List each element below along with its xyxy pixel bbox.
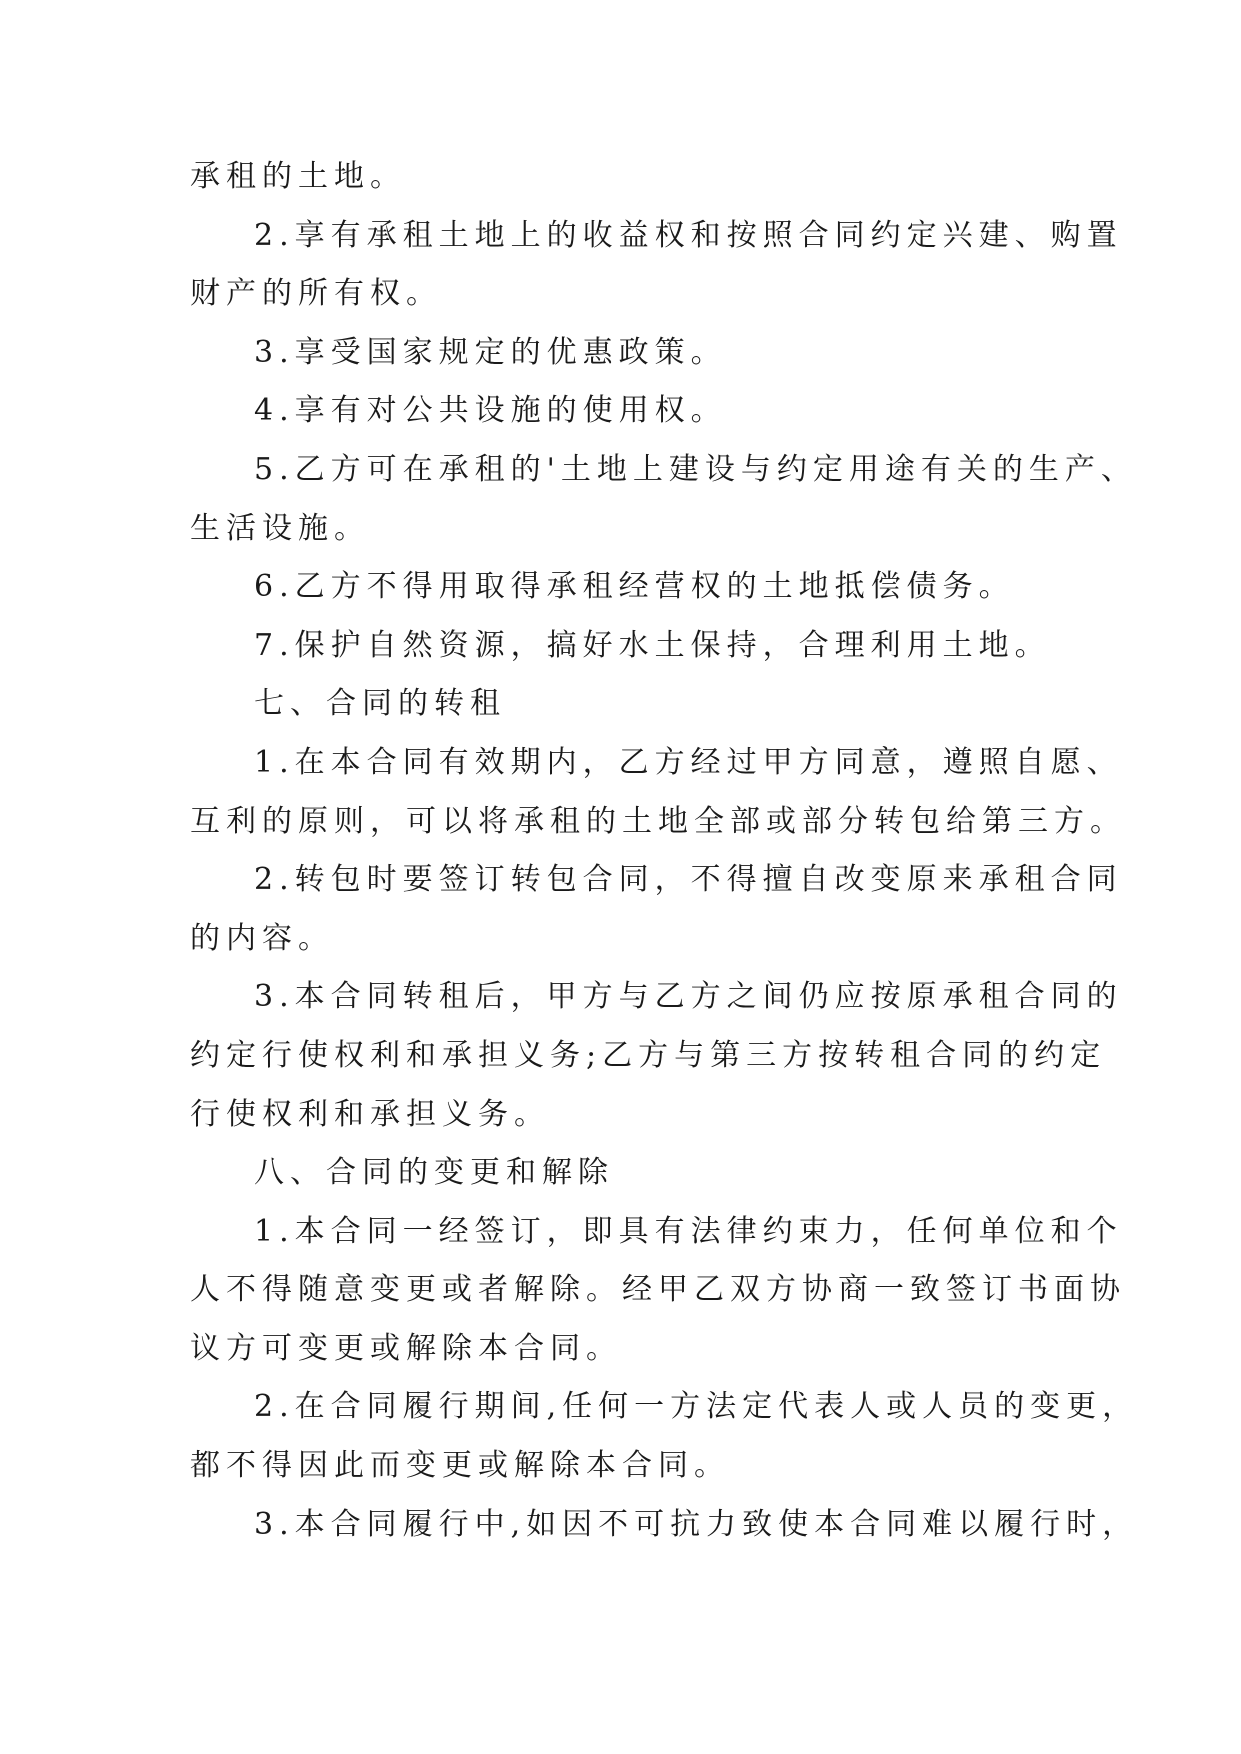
text-line: 2.在合同履行期间,任何一方法定代表人或人员的变更， <box>254 1389 1139 1425</box>
text-line: 的内容。 <box>190 920 334 956</box>
text-line: 2.转包时要签订转包合同，不得擅自改变原来承租合同 <box>254 862 1123 898</box>
text-line: 约定行使权利和承担义务;乙方与第三方按转租合同的约定 <box>190 1037 1107 1073</box>
text-line: 6.乙方不得用取得承租经营权的土地抵偿债务。 <box>254 569 1015 605</box>
text-line: 财产的所有权。 <box>190 276 442 312</box>
text-line: 1.本合同一经签订，即具有法律约束力，任何单位和个 <box>254 1213 1123 1249</box>
text-line: 1.在本合同有效期内，乙方经过甲方同意，遵照自愿、 <box>254 744 1123 780</box>
text-line: 3.本合同转租后，甲方与乙方之间仍应按原承租合同的 <box>254 979 1123 1015</box>
text-line: 2.享有承租土地上的收益权和按照合同约定兴建、购置 <box>254 217 1123 253</box>
text-line: 4.享有对公共设施的使用权。 <box>254 393 727 429</box>
text-line: 承租的土地。 <box>190 159 406 194</box>
text-line: 行使权利和承担义务。 <box>190 1096 550 1132</box>
text-line: 都不得因此而变更或解除本合同。 <box>190 1448 730 1484</box>
text-line: 七、合同的转租 <box>254 686 506 722</box>
text-line: 3.享受国家规定的优惠政策。 <box>254 334 727 370</box>
text-line: 互利的原则，可以将承租的土地全部或部分转包给第三方。 <box>190 803 1126 839</box>
text-line: 议方可变更或解除本合同。 <box>190 1330 622 1366</box>
text-line: 5.乙方可在承租的'土地上建设与约定用途有关的生产、 <box>254 451 1137 487</box>
text-line: 生活设施。 <box>190 510 370 546</box>
document-page <box>190 148 1139 1554</box>
text-line: 八、合同的变更和解除 <box>254 1155 614 1191</box>
text-line: 3.本合同履行中,如因不可抗力致使本合同难以履行时， <box>254 1506 1139 1542</box>
text-line: 7.保护自然资源，搞好水土保持，合理利用土地。 <box>254 627 1051 663</box>
text-line: 人不得随意变更或者解除。经甲乙双方协商一致签订书面协 <box>190 1272 1126 1308</box>
